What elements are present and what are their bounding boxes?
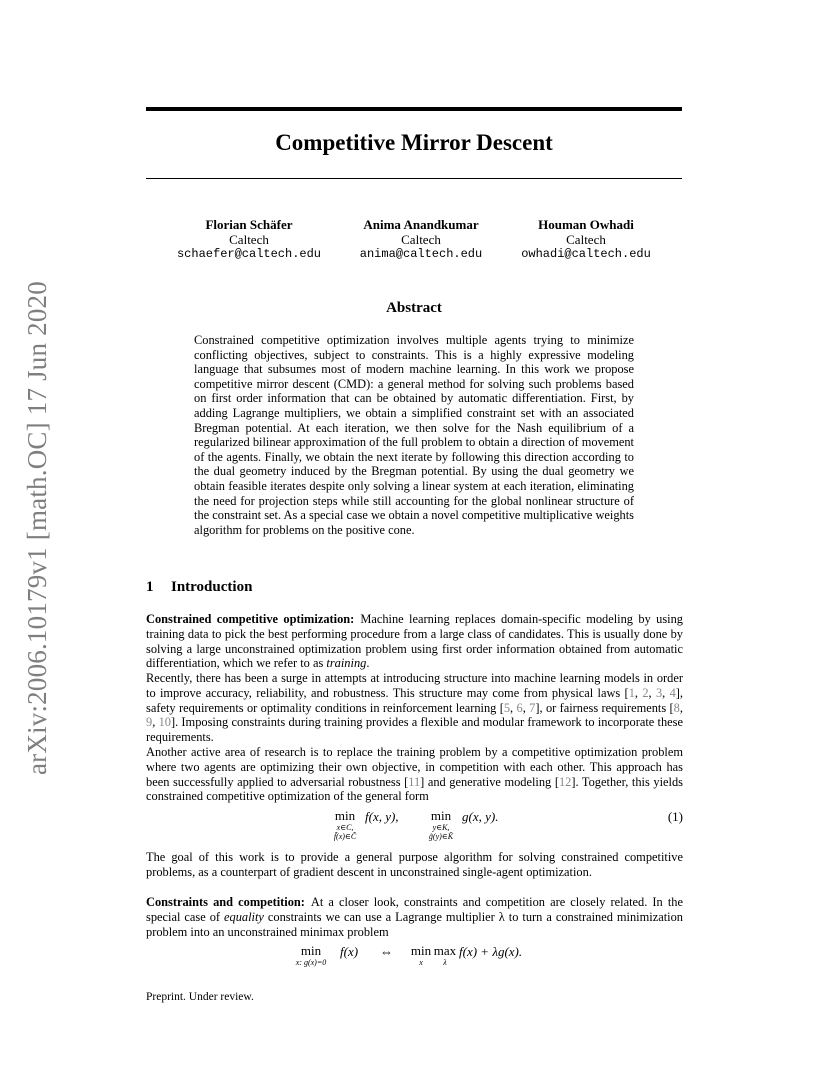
operator-subscript: x∈C,: [336, 823, 354, 832]
paragraph-text: constraints we can use a Lagrange multiplier λ to turn a constrained minimization problem into an unconstrained minimax problem: [146, 909, 683, 939]
title-bottom-rule: [146, 178, 682, 179]
paragraph-text: ], or fairness requirements [: [535, 700, 674, 715]
min-operator: [410, 944, 432, 967]
paragraph-text: ]. Together, this yields constrained competitive optimization of the general form: [146, 774, 683, 804]
paragraph-competitive: [146, 745, 683, 804]
section-title: Introduction: [171, 579, 253, 595]
operator-text: min: [300, 943, 322, 958]
citation-link[interactable]: 9: [146, 715, 153, 730]
paragraph-structure: Recently, there has been a surge in attempts at introducing structure into machine learning models in order to improve accuracy, reliability, and robustness. This structure may come from physical laws [1, 2, 3, 4], safety requirements or optimality conditions in reinforcement learning [5, 6, 7], or fairness requirements [8, 9, 10]. Imposing constraints during training provides a flexible and modular framework to incorporate these requirements.: [146, 671, 683, 745]
author-name: Florian Schäfer: [205, 217, 293, 232]
author-affiliation: Caltech: [229, 232, 269, 247]
equation-expression: f(x, y),: [365, 809, 399, 824]
citation-link[interactable]: 4: [669, 685, 676, 700]
citation-link[interactable]: 3: [655, 685, 663, 700]
arxiv-identifier: arXiv:2006.10179v1 [math.OC] 17 Jun 2020: [22, 281, 52, 775]
paragraph-text: At a closer look, constraints and competition are closely related. In the special case of: [146, 895, 684, 924]
footer-note: Preprint. Under review.: [146, 991, 254, 1003]
operator-subscript: y∈K,: [432, 823, 450, 832]
paragraph-text: Machine learning replaces domain-specific modeling by using training data to pick the best performing procedure from a large class of candidates. This is usually done by solving a large unconstrained optimization problem using first order information obtained from automatic differentiation, which we refer to as: [146, 612, 684, 671]
author-name: Anima Anandkumar: [363, 217, 479, 232]
operator-text: max: [433, 943, 457, 958]
operator-subscript: f̃(x)∈C̃: [333, 832, 357, 841]
author-email: schaefer@caltech.edu: [176, 247, 322, 261]
emphasis-text: equality: [224, 909, 264, 924]
equation-2: [146, 944, 683, 972]
emphasis-text: training: [326, 656, 367, 671]
paragraph-lead: Constrained competitive optimization:: [146, 612, 355, 626]
paragraph-text: Recently, there has been a surge in attempts at introducing structure into machine learning models in order to improve accuracy, reliability, and robustness. This structure may come from physical laws [: [146, 671, 683, 700]
paragraph-text: .: [366, 656, 370, 671]
citation-link[interactable]: 6: [516, 700, 523, 715]
equation-expression: f(x): [340, 944, 359, 959]
operator-subscript: λ: [443, 958, 447, 967]
title-top-rule: [146, 107, 682, 111]
citation-link[interactable]: 7: [529, 700, 536, 715]
min-operator: [323, 809, 367, 841]
operator-subscript: g̃(y)∈K̃: [428, 832, 454, 841]
min-operator: [280, 944, 342, 967]
operator-subscript: x: g(x)=0: [295, 958, 327, 967]
abstract-heading: Abstract: [386, 300, 442, 316]
operator-subscript: x: [419, 958, 423, 967]
citation-link[interactable]: 2: [642, 685, 649, 700]
author-email: anima@caltech.edu: [359, 247, 483, 261]
operator-text: min: [430, 808, 452, 823]
paragraph-goal: The goal of this work is to provide a general purpose algorithm for solving constrained competitive problems, as a counterpart of gradient descent in unconstrained single-agent optimization.: [146, 850, 683, 879]
section-number: 1: [146, 579, 154, 595]
citation-link[interactable]: 12: [558, 774, 572, 789]
paragraph-constraints-competition: [146, 895, 683, 939]
equation-number: (1): [667, 809, 683, 824]
equation-expression: f(x) + λg(x).: [459, 944, 523, 959]
paragraph-text: Another active area of research is to replace the training problem by a competitive optimization problem where two agents are optimizing their own objective, in competition with each other. This approach has been successfully applied to adversarial robustness [: [146, 745, 683, 789]
paragraph-constrained-competitive: [146, 612, 683, 671]
author-affiliation: Caltech: [401, 232, 441, 247]
equation-1: [146, 809, 683, 849]
operator-text: min: [410, 943, 432, 958]
paragraph-text: ] and generative modeling [: [420, 774, 559, 789]
max-operator: [433, 944, 457, 967]
citation-link[interactable]: 5: [503, 700, 511, 715]
citation-link[interactable]: 10: [158, 715, 171, 730]
paragraph-lead: Constraints and competition:: [146, 895, 305, 909]
citation-link[interactable]: 11: [408, 774, 421, 789]
paper-title: Competitive Mirror Descent: [275, 130, 553, 155]
min-operator: [419, 809, 463, 841]
equivalence-symbol: ⇔: [380, 944, 393, 959]
author-email: owhadi@caltech.edu: [521, 247, 651, 261]
citation-link[interactable]: 1: [628, 685, 635, 700]
citation-link[interactable]: 8: [673, 700, 680, 715]
paragraph-text: ]. Imposing constraints during training provides a flexible and modular framework to incorporate these requirements.: [146, 715, 683, 745]
author-affiliation: Caltech: [566, 232, 606, 247]
abstract-text: Constrained competitive optimization involves multiple agents trying to minimize conflicting objectives, subject to constraints. This is a highly expressive modeling language that subsumes most of modern machine learning. In this work we propose competitive mirror descent (CMD): a general method for solving such problems based on first order information that can be obtained by automatic differentiation. First, by adding Lagrange multipliers, we obtain a simplified constraint set with an associated Bregman potential. At each iteration, we then solve for the Nash equilibrium of a regularized bilinear approximation of the full problem to obtain a direction of movement of the agents. Finally, we obtain the next iterate by following this direction according to the dual geometry induced by the Bregman potential. By using the dual geometry we obtain feasible iterates despite only solving a linear system at each iteration, eliminating the need for projection steps while still accounting for the global nonlinear structure of the constraint set. As a special case we obtain a novel competitive multiplicative weights algorithm for problems on the positive cone.: [194, 333, 634, 537]
author-name: Houman Owhadi: [538, 217, 634, 232]
operator-text: min: [334, 808, 356, 823]
equation-expression: g(x, y).: [462, 809, 499, 824]
paragraph-text: ], safety requirements or optimality conditions in reinforcement learning [: [146, 685, 683, 715]
section-heading: [146, 579, 252, 596]
arxiv-identifier-stamp: [20, 270, 54, 775]
author-3: [483, 217, 689, 262]
